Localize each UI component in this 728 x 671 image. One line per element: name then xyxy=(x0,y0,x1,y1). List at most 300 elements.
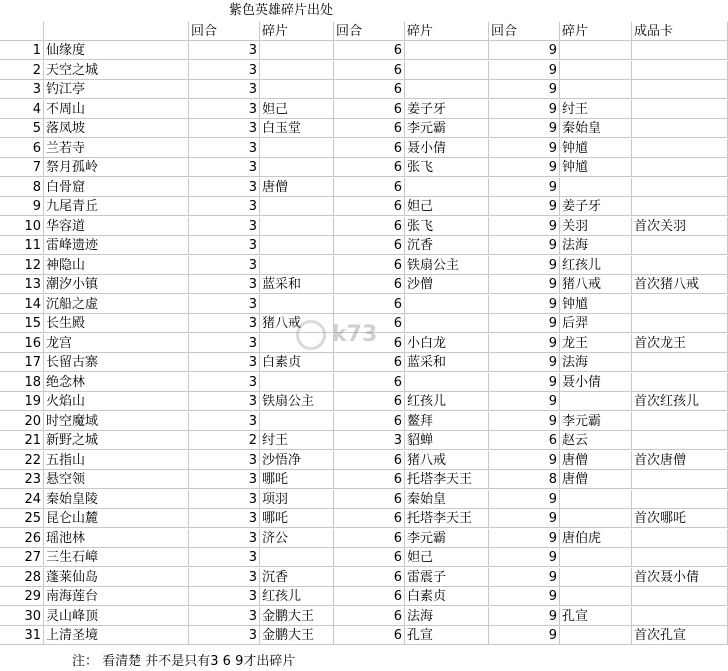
fragment-2-cell: 小白龙 xyxy=(405,334,489,353)
round-2-cell: 6 xyxy=(334,334,405,353)
round-1-cell: 3 xyxy=(189,314,260,333)
finished-card-cell xyxy=(632,295,728,314)
table-row xyxy=(0,470,728,489)
finished-card-cell xyxy=(632,236,728,255)
finished-card-cell xyxy=(632,470,728,489)
round-1-cell: 3 xyxy=(189,587,260,606)
fragment-2-cell: 沙僧 xyxy=(405,275,489,294)
fragment-2-cell: 沉香 xyxy=(405,236,489,255)
fragment-2-cell: 秦始皇 xyxy=(405,490,489,509)
fragment-1-cell xyxy=(260,197,334,216)
round-1-cell: 3 xyxy=(189,568,260,587)
round-2-cell: 6 xyxy=(334,275,405,294)
fragment-3-cell xyxy=(560,41,632,60)
fragment-1-cell xyxy=(260,139,334,158)
round-2-cell: 6 xyxy=(334,41,405,60)
round-1-cell: 3 xyxy=(189,607,260,626)
round-3-cell: 9 xyxy=(489,607,560,626)
row-index-cell: 23 xyxy=(0,470,44,489)
round-1-cell: 3 xyxy=(189,41,260,60)
fragment-1-cell: 妲己 xyxy=(260,100,334,119)
round-2-cell: 6 xyxy=(334,470,405,489)
stage-name-cell: 神隐山 xyxy=(44,256,189,275)
fragment-1-cell: 项羽 xyxy=(260,490,334,509)
row-index-cell: 19 xyxy=(0,392,44,411)
fragment-1-cell: 哪吒 xyxy=(260,509,334,528)
table-row xyxy=(0,275,728,294)
round-3-cell: 9 xyxy=(489,80,560,99)
table-row xyxy=(0,529,728,548)
round-3-cell: 9 xyxy=(489,139,560,158)
round-2-cell: 6 xyxy=(334,412,405,431)
round-2-cell: 6 xyxy=(334,548,405,567)
stage-name-cell: 祭月孤岭 xyxy=(44,158,189,177)
fragment-3-cell: 后羿 xyxy=(560,314,632,333)
round-3-cell: 9 xyxy=(489,548,560,567)
round-3-cell: 9 xyxy=(489,158,560,177)
row-index-cell: 12 xyxy=(0,256,44,275)
row-index-cell: 13 xyxy=(0,275,44,294)
header-round-3: 回合 xyxy=(489,22,560,41)
fragment-1-cell: 金鹏大王 xyxy=(260,607,334,626)
round-2-cell: 6 xyxy=(334,295,405,314)
round-2-cell: 6 xyxy=(334,392,405,411)
round-3-cell: 9 xyxy=(489,275,560,294)
finished-card-cell xyxy=(632,80,728,99)
round-1-cell: 3 xyxy=(189,197,260,216)
fragment-2-cell: 孔宣 xyxy=(405,626,489,645)
fragment-1-cell xyxy=(260,80,334,99)
fragment-1-cell xyxy=(260,256,334,275)
finished-card-cell xyxy=(632,41,728,60)
table-row xyxy=(0,197,728,216)
row-index-cell: 4 xyxy=(0,100,44,119)
table-row xyxy=(0,490,728,509)
stage-name-cell: 仙缘度 xyxy=(44,41,189,60)
row-index-cell: 17 xyxy=(0,353,44,372)
fragment-1-cell xyxy=(260,373,334,392)
table-row xyxy=(0,314,728,333)
stage-name-cell: 潮汐小镇 xyxy=(44,275,189,294)
row-index-cell: 20 xyxy=(0,412,44,431)
finished-card-cell: 首次聂小倩 xyxy=(632,568,728,587)
stage-name-cell: 兰若寺 xyxy=(44,139,189,158)
finished-card-cell xyxy=(632,353,728,372)
row-index-cell: 6 xyxy=(0,139,44,158)
round-3-cell: 9 xyxy=(489,100,560,119)
fragment-3-cell: 猪八戒 xyxy=(560,275,632,294)
header-finished-card: 成品卡 xyxy=(632,22,728,41)
fragment-3-cell: 钟馗 xyxy=(560,295,632,314)
finished-card-cell xyxy=(632,119,728,138)
table-row xyxy=(0,217,728,236)
round-1-cell: 3 xyxy=(189,509,260,528)
fragment-2-cell xyxy=(405,373,489,392)
round-3-cell: 9 xyxy=(489,392,560,411)
fragment-1-cell: 蓝采和 xyxy=(260,275,334,294)
round-3-cell: 9 xyxy=(489,529,560,548)
fragment-2-cell xyxy=(405,314,489,333)
sheet-title: 紫色英雄碎片出处 xyxy=(229,3,334,18)
stage-name-cell: 火焰山 xyxy=(44,392,189,411)
table-row xyxy=(0,256,728,275)
header-round-2: 回合 xyxy=(334,22,405,41)
stage-name-cell: 白骨窟 xyxy=(44,178,189,197)
fragment-1-cell: 唐僧 xyxy=(260,178,334,197)
round-1-cell: 3 xyxy=(189,451,260,470)
table-row xyxy=(0,392,728,411)
round-3-cell: 9 xyxy=(489,314,560,333)
header-blank-index xyxy=(0,22,44,41)
fragment-2-cell xyxy=(405,61,489,80)
row-index-cell: 3 xyxy=(0,80,44,99)
fragment-2-cell: 铁扇公主 xyxy=(405,256,489,275)
fragment-2-cell xyxy=(405,41,489,60)
round-2-cell: 6 xyxy=(334,197,405,216)
fragment-3-cell: 唐僧 xyxy=(560,470,632,489)
fragment-3-cell: 赵云 xyxy=(560,431,632,450)
round-2-cell: 6 xyxy=(334,119,405,138)
round-2-cell: 6 xyxy=(334,509,405,528)
finished-card-cell xyxy=(632,256,728,275)
footnote: 注： 看清楚 并不是只有3 6 9才出碎片 xyxy=(72,654,296,669)
stage-name-cell: 秦始皇陵 xyxy=(44,490,189,509)
stage-name-cell: 沉船之虚 xyxy=(44,295,189,314)
stage-name-cell: 长生殿 xyxy=(44,314,189,333)
fragment-3-cell xyxy=(560,392,632,411)
fragment-1-cell: 沉香 xyxy=(260,568,334,587)
round-1-cell: 3 xyxy=(189,158,260,177)
finished-card-cell xyxy=(632,158,728,177)
stage-name-cell: 时空魔域 xyxy=(44,412,189,431)
finished-card-cell xyxy=(632,61,728,80)
fragment-3-cell xyxy=(560,61,632,80)
round-1-cell: 3 xyxy=(189,295,260,314)
fragment-1-cell: 红孩儿 xyxy=(260,587,334,606)
stage-name-cell: 昆仑山麓 xyxy=(44,509,189,528)
row-index-cell: 26 xyxy=(0,529,44,548)
fragment-2-cell: 妲己 xyxy=(405,197,489,216)
row-index-cell: 5 xyxy=(0,119,44,138)
fragment-3-cell xyxy=(560,568,632,587)
fragment-2-cell: 聂小倩 xyxy=(405,139,489,158)
table-row xyxy=(0,509,728,528)
round-3-cell: 9 xyxy=(489,119,560,138)
stage-name-cell: 钓江亭 xyxy=(44,80,189,99)
finished-card-cell xyxy=(632,197,728,216)
stage-name-cell: 天空之城 xyxy=(44,61,189,80)
fragment-2-cell: 张飞 xyxy=(405,158,489,177)
round-2-cell: 6 xyxy=(334,61,405,80)
fragment-3-cell: 关羽 xyxy=(560,217,632,236)
fragment-2-cell: 蓝采和 xyxy=(405,353,489,372)
row-index-cell: 18 xyxy=(0,373,44,392)
fragment-1-cell: 白玉堂 xyxy=(260,119,334,138)
table-row xyxy=(0,80,728,99)
stage-name-cell: 雷峰遗迹 xyxy=(44,236,189,255)
round-1-cell: 3 xyxy=(189,353,260,372)
fragment-3-cell: 钟馗 xyxy=(560,139,632,158)
round-3-cell: 9 xyxy=(489,61,560,80)
fragment-1-cell xyxy=(260,412,334,431)
fragment-1-cell: 白素贞 xyxy=(260,353,334,372)
round-2-cell: 6 xyxy=(334,607,405,626)
fragment-2-cell: 白素贞 xyxy=(405,587,489,606)
round-2-cell: 6 xyxy=(334,587,405,606)
round-1-cell: 3 xyxy=(189,100,260,119)
stage-name-cell: 灵山峰顶 xyxy=(44,607,189,626)
table-row xyxy=(0,626,728,645)
stage-name-cell: 长留古寨 xyxy=(44,353,189,372)
round-1-cell: 3 xyxy=(189,217,260,236)
round-1-cell: 3 xyxy=(189,61,260,80)
row-index-cell: 2 xyxy=(0,61,44,80)
header-fragment-2: 碎片 xyxy=(405,22,489,41)
round-1-cell: 3 xyxy=(189,548,260,567)
fragment-3-cell: 聂小倩 xyxy=(560,373,632,392)
header-fragment-1: 碎片 xyxy=(260,22,334,41)
fragment-1-cell xyxy=(260,61,334,80)
round-1-cell: 3 xyxy=(189,490,260,509)
fragment-3-cell xyxy=(560,509,632,528)
round-2-cell: 6 xyxy=(334,529,405,548)
fragment-3-cell: 法海 xyxy=(560,353,632,372)
fragment-1-cell: 纣王 xyxy=(260,431,334,450)
finished-card-cell xyxy=(632,607,728,626)
round-3-cell: 9 xyxy=(489,587,560,606)
finished-card-cell: 首次唐僧 xyxy=(632,451,728,470)
finished-card-cell: 首次关羽 xyxy=(632,217,728,236)
round-3-cell: 9 xyxy=(489,41,560,60)
table-row xyxy=(0,41,728,60)
finished-card-cell xyxy=(632,431,728,450)
row-index-cell: 7 xyxy=(0,158,44,177)
finished-card-cell xyxy=(632,587,728,606)
fragment-2-cell: 雷震子 xyxy=(405,568,489,587)
fragment-1-cell: 沙悟净 xyxy=(260,451,334,470)
round-2-cell: 6 xyxy=(334,139,405,158)
row-index-cell: 27 xyxy=(0,548,44,567)
table-row xyxy=(0,158,728,177)
fragment-2-cell: 李元霸 xyxy=(405,529,489,548)
table-row xyxy=(0,412,728,431)
row-index-cell: 15 xyxy=(0,314,44,333)
round-2-cell: 6 xyxy=(334,490,405,509)
row-index-cell: 11 xyxy=(0,236,44,255)
round-1-cell: 3 xyxy=(189,529,260,548)
fragment-2-cell: 鳌拜 xyxy=(405,412,489,431)
fragment-2-cell: 妲己 xyxy=(405,548,489,567)
row-index-cell: 21 xyxy=(0,431,44,450)
finished-card-cell: 首次猪八戒 xyxy=(632,275,728,294)
row-index-cell: 31 xyxy=(0,626,44,645)
round-2-cell: 6 xyxy=(334,100,405,119)
finished-card-cell xyxy=(632,373,728,392)
round-1-cell: 3 xyxy=(189,178,260,197)
stage-name-cell: 九尾青丘 xyxy=(44,197,189,216)
round-3-cell: 9 xyxy=(489,353,560,372)
fragment-3-cell: 纣王 xyxy=(560,100,632,119)
row-index-cell: 10 xyxy=(0,217,44,236)
fragment-3-cell: 唐僧 xyxy=(560,451,632,470)
round-2-cell: 6 xyxy=(334,626,405,645)
round-1-cell: 3 xyxy=(189,256,260,275)
table-row xyxy=(0,139,728,158)
fragment-1-cell: 济公 xyxy=(260,529,334,548)
stage-name-cell: 悬空领 xyxy=(44,470,189,489)
fragment-1-cell: 铁扇公主 xyxy=(260,392,334,411)
table-row xyxy=(0,178,728,197)
fragment-3-cell: 姜子牙 xyxy=(560,197,632,216)
round-1-cell: 3 xyxy=(189,392,260,411)
round-2-cell: 3 xyxy=(334,431,405,450)
stage-name-cell: 落凤坡 xyxy=(44,119,189,138)
round-3-cell: 6 xyxy=(489,431,560,450)
stage-name-cell: 三生石嶂 xyxy=(44,548,189,567)
table-row xyxy=(0,353,728,372)
round-2-cell: 6 xyxy=(334,158,405,177)
round-2-cell: 6 xyxy=(334,236,405,255)
round-2-cell: 6 xyxy=(334,256,405,275)
fragment-2-cell: 托塔李天王 xyxy=(405,470,489,489)
fragment-2-cell: 貂蝉 xyxy=(405,431,489,450)
fragment-1-cell xyxy=(260,548,334,567)
table-row xyxy=(0,607,728,626)
finished-card-cell xyxy=(632,548,728,567)
round-2-cell: 6 xyxy=(334,314,405,333)
round-3-cell: 9 xyxy=(489,295,560,314)
fragment-2-cell: 姜子牙 xyxy=(405,100,489,119)
fragment-1-cell: 哪吒 xyxy=(260,470,334,489)
row-index-cell: 29 xyxy=(0,587,44,606)
fragment-2-cell: 托塔李天王 xyxy=(405,509,489,528)
stage-name-cell: 新野之城 xyxy=(44,431,189,450)
round-2-cell: 6 xyxy=(334,178,405,197)
round-3-cell: 9 xyxy=(489,509,560,528)
row-index-cell: 30 xyxy=(0,607,44,626)
fragment-1-cell xyxy=(260,41,334,60)
finished-card-cell xyxy=(632,139,728,158)
fragment-2-cell xyxy=(405,295,489,314)
row-index-cell: 1 xyxy=(0,41,44,60)
stage-name-cell: 瑶池林 xyxy=(44,529,189,548)
round-3-cell: 9 xyxy=(489,373,560,392)
fragment-3-cell xyxy=(560,490,632,509)
round-3-cell: 9 xyxy=(489,334,560,353)
round-3-cell: 8 xyxy=(489,470,560,489)
finished-card-cell xyxy=(632,412,728,431)
round-1-cell: 2 xyxy=(189,431,260,450)
header-fragment-3: 碎片 xyxy=(560,22,632,41)
fragment-1-cell: 金鹏大王 xyxy=(260,626,334,645)
fragment-1-cell xyxy=(260,158,334,177)
table-row xyxy=(0,587,728,606)
fragment-3-cell xyxy=(560,626,632,645)
fragment-3-cell: 龙王 xyxy=(560,334,632,353)
fragment-3-cell: 红孩儿 xyxy=(560,256,632,275)
fragment-2-cell: 法海 xyxy=(405,607,489,626)
finished-card-cell: 首次红孩儿 xyxy=(632,392,728,411)
stage-name-cell: 龙宫 xyxy=(44,334,189,353)
finished-card-cell: 首次孔宣 xyxy=(632,626,728,645)
fragment-3-cell: 孔宣 xyxy=(560,607,632,626)
round-1-cell: 3 xyxy=(189,412,260,431)
finished-card-cell: 首次龙王 xyxy=(632,334,728,353)
fragment-1-cell xyxy=(260,295,334,314)
fragment-1-cell xyxy=(260,236,334,255)
table-row xyxy=(0,236,728,255)
table-row xyxy=(0,100,728,119)
table-row xyxy=(0,568,728,587)
row-index-cell: 28 xyxy=(0,568,44,587)
round-3-cell: 9 xyxy=(489,568,560,587)
round-2-cell: 6 xyxy=(334,80,405,99)
round-1-cell: 3 xyxy=(189,275,260,294)
header-round-1: 回合 xyxy=(189,22,260,41)
table-row xyxy=(0,334,728,353)
row-index-cell: 8 xyxy=(0,178,44,197)
finished-card-cell xyxy=(632,529,728,548)
round-2-cell: 6 xyxy=(334,217,405,236)
round-2-cell: 6 xyxy=(334,451,405,470)
finished-card-cell xyxy=(632,490,728,509)
round-3-cell: 9 xyxy=(489,197,560,216)
fragment-1-cell: 猪八戒 xyxy=(260,314,334,333)
round-2-cell: 6 xyxy=(334,373,405,392)
fragment-3-cell: 钟馗 xyxy=(560,158,632,177)
table-row xyxy=(0,373,728,392)
header-row xyxy=(0,22,728,41)
row-index-cell: 16 xyxy=(0,334,44,353)
row-index-cell: 22 xyxy=(0,451,44,470)
row-index-cell: 14 xyxy=(0,295,44,314)
watermark-text: k73 xyxy=(332,322,378,347)
round-1-cell: 3 xyxy=(189,236,260,255)
round-1-cell: 3 xyxy=(189,373,260,392)
round-3-cell: 9 xyxy=(489,236,560,255)
fragment-3-cell xyxy=(560,587,632,606)
table-row xyxy=(0,431,728,450)
round-3-cell: 9 xyxy=(489,626,560,645)
header-blank-name xyxy=(44,22,189,41)
stage-name-cell: 绝念林 xyxy=(44,373,189,392)
fragment-3-cell xyxy=(560,80,632,99)
round-3-cell: 9 xyxy=(489,412,560,431)
fragment-3-cell: 秦始皇 xyxy=(560,119,632,138)
fragment-2-cell: 猪八戒 xyxy=(405,451,489,470)
fragment-3-cell: 法海 xyxy=(560,236,632,255)
round-1-cell: 3 xyxy=(189,80,260,99)
round-3-cell: 9 xyxy=(489,217,560,236)
table-row xyxy=(0,451,728,470)
fragment-2-cell xyxy=(405,178,489,197)
fragment-2-cell: 李元霸 xyxy=(405,119,489,138)
row-index-cell: 24 xyxy=(0,490,44,509)
fragment-2-cell: 红孩儿 xyxy=(405,392,489,411)
row-index-cell: 25 xyxy=(0,509,44,528)
finished-card-cell xyxy=(632,178,728,197)
finished-card-cell: 首次哪吒 xyxy=(632,509,728,528)
fragment-1-cell xyxy=(260,334,334,353)
table-row xyxy=(0,119,728,138)
stage-name-cell: 南海莲台 xyxy=(44,587,189,606)
fragment-3-cell: 李元霸 xyxy=(560,412,632,431)
fragment-3-cell xyxy=(560,548,632,567)
finished-card-cell xyxy=(632,314,728,333)
round-1-cell: 3 xyxy=(189,119,260,138)
fragment-3-cell: 唐伯虎 xyxy=(560,529,632,548)
round-2-cell: 6 xyxy=(334,353,405,372)
